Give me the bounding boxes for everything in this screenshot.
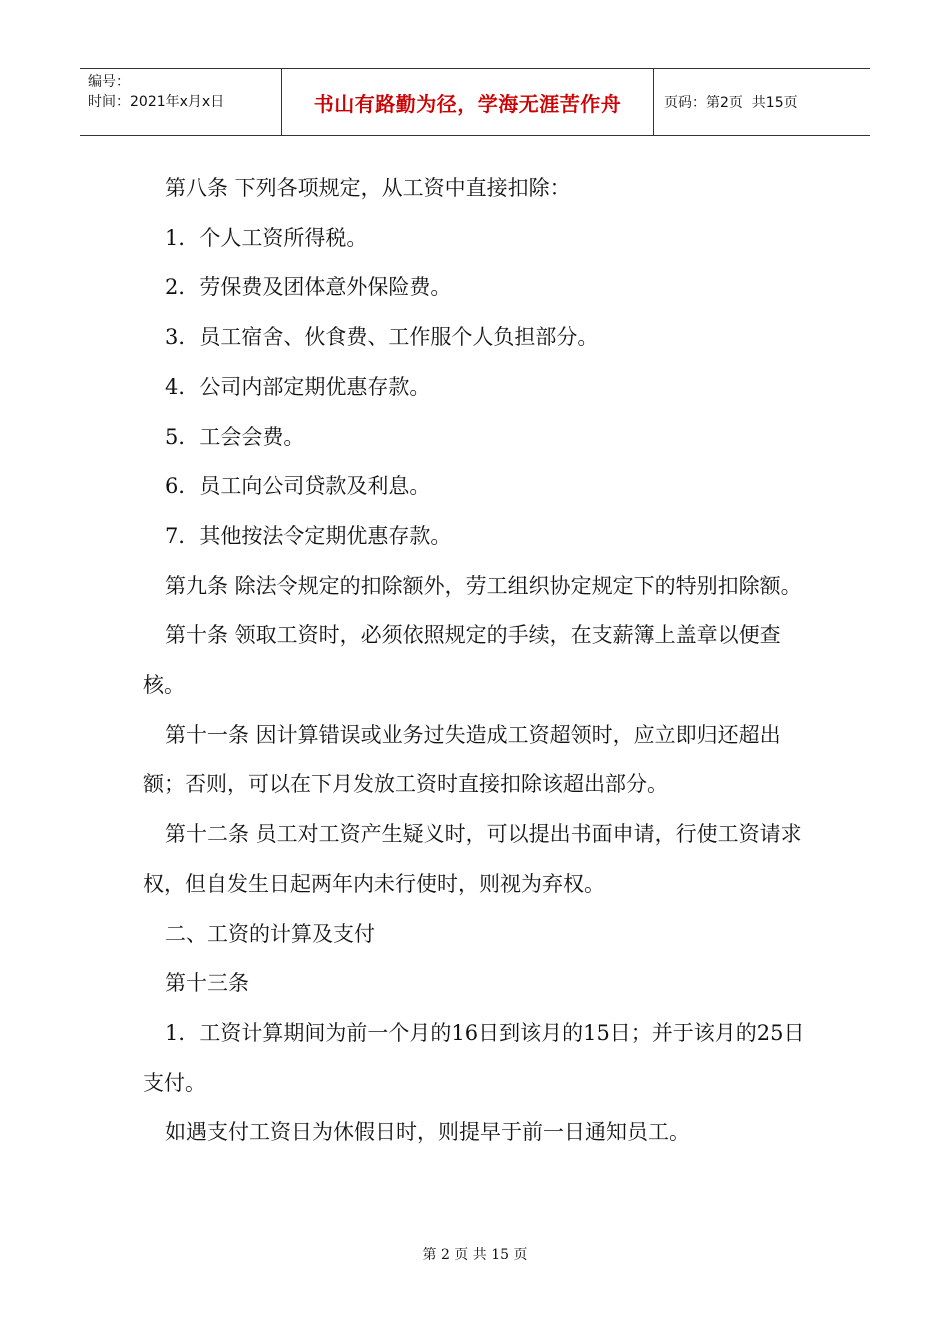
paragraph: 如遇支付工资日为休假日时，则提早于前一日通知员工。 xyxy=(165,1120,690,1145)
document-date: 时间：2021年x月x日 xyxy=(88,94,225,110)
article-8-heading: 第八条 下列各项规定，从工资中直接扣除： xyxy=(165,176,571,200)
article-11-paragraph: 第十一条 因计算错误或业务过失造成工资超领时，应立即归还超出额；否则，可以在下月发放工资时直接扣除该超出部分。 xyxy=(143,722,781,797)
article-10-paragraph: 第十条 领取工资时，必须依照规定的手续，在支薪簿上盖章以便查核。 xyxy=(143,623,781,698)
list-item: 7．其他按法令定期优惠存款。 xyxy=(165,523,452,548)
document-number-label: 编号： xyxy=(88,74,130,90)
article-9-paragraph: 第九条 除法令规定的扣除额外，劳工组织协定规定下的特别扣除额。 xyxy=(165,573,802,598)
list-item: 4．公司内部定期优惠存款。 xyxy=(165,374,431,399)
section-heading: 二、工资的计算及支付 xyxy=(165,921,375,946)
article-13-item: 1．工资计算期间为前一个月的16日到该月的15日；并于该月的25日支付。 xyxy=(143,1020,805,1095)
document-body xyxy=(143,164,811,1158)
list-item: 2．劳保费及团体意外保险费。 xyxy=(165,275,452,300)
header-page-info: 页码：第2页 共15页 xyxy=(664,95,798,111)
article-13-heading: 第十三条 xyxy=(165,971,249,996)
article-12-paragraph: 第十二条 员工对工资产生疑义时，可以提出书面申请，行使工资请求权，但自发生日起两年内未行使时，则视为弃权。 xyxy=(143,822,802,896)
list-item: 3．员工宿舍、伙食费、工作服个人负担部分。 xyxy=(165,325,599,350)
list-item: 6．员工向公司贷款及利息。 xyxy=(165,474,431,499)
page-footer: 第 2 页 共 15 页 xyxy=(422,1247,528,1263)
header-meta xyxy=(80,69,282,135)
list-item: 1．个人工资所得税。 xyxy=(165,225,368,250)
header-motto: 书山有路勤为径，学海无涯苦作舟 xyxy=(282,69,654,135)
document-header xyxy=(80,68,870,136)
list-item: 5．工会会费。 xyxy=(165,424,305,449)
